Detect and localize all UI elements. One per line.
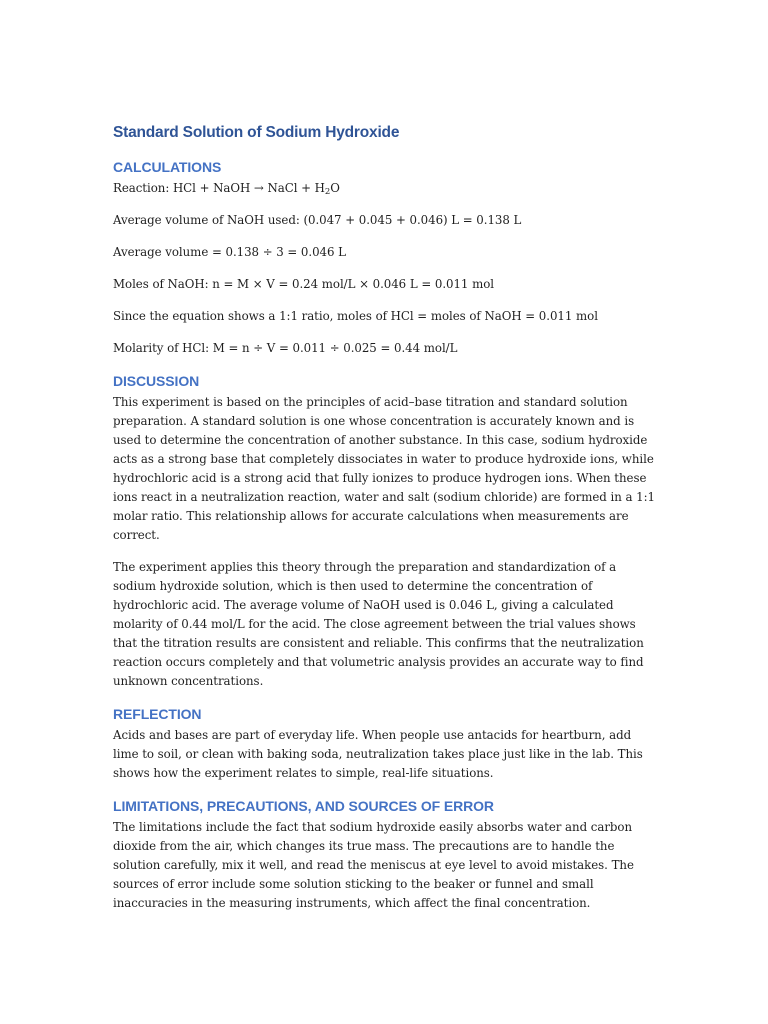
document-content [113, 124, 658, 913]
calculations-heading: CALCULATIONS [113, 159, 222, 175]
reaction-equation [113, 179, 658, 198]
discussion-paragraph-1: This experiment is based on the principles of acid–base titration and standard solution preparation. A standard solution is one whose concentration is accurately known and is used to determine the concentration of another substance. In this case, sodium hydroxide acts as a strong base that completely dissociates in water to produce hydroxide ions, while hydrochloric acid is a strong acid that fully ionizes to produce hydrogen ions. When these ions react in a neutralization reaction, water and salt (sodium chloride) are formed in a 1:1 molar ratio. This relationship allows for accurate calculations when measurements are correct. [113, 395, 655, 542]
discussion-heading: DISCUSSION [113, 373, 200, 389]
reflection-paragraph: Acids and bases are part of everyday life. When people use antacids for heartburn, add lime to soil, or clean with baking soda, neutralization takes place just like in the lab. This shows how the experiment relates to simple, real-life situations. [113, 728, 643, 780]
discussion-paragraph-2: The experiment applies this theory through the preparation and standardization of a sodium hydroxide solution, which is then used to determine the concentration of hydrochloric acid. The average volume of NaOH used is 0.046 L, giving a calculated molarity of 0.44 mol/L for the acid. The close agreement between the trial values shows that the titration results are consistent and reliable. This confirms that the neutralization reaction occurs completely and that volumetric analysis provides an accurate way to find unknown concentrations. [113, 560, 644, 688]
reaction-subscript: 2 [324, 187, 331, 197]
calc-average-volume: Average volume = 0.138 ÷ 3 = 0.046 L [113, 245, 346, 259]
calc-moles-hcl: Since the equation shows a 1:1 ratio, moles of HCl = moles of NaOH = 0.011 mol [113, 309, 598, 323]
reaction-suffix: O [330, 181, 340, 195]
calc-molarity-hcl: Molarity of HCl: M = n ÷ V = 0.011 ÷ 0.025 = 0.44 mol/L [113, 341, 458, 355]
limitations-paragraph: The limitations include the fact that sodium hydroxide easily absorbs water and carbon dioxide from the air, which changes its true mass. The precautions are to handle the solution carefully, mix it well, and read the meniscus at eye level to avoid mistakes. The sources of error include some solution sticking to the beaker or funnel and small inaccuracies in the measuring instruments, which affect the final concentration. [113, 820, 634, 910]
limitations-heading: LIMITATIONS, PRECAUTIONS, AND SOURCES OF ERROR [113, 798, 494, 814]
calc-moles-naoh: Moles of NaOH: n = M × V = 0.24 mol/L × 0.046 L = 0.011 mol [113, 277, 494, 291]
document-title: Standard Solution of Sodium Hydroxide [113, 124, 400, 141]
calc-average-volume-used: Average volume of NaOH used: (0.047 + 0.045 + 0.046) L = 0.138 L [113, 213, 522, 227]
reflection-heading: REFLECTION [113, 706, 202, 722]
reaction-prefix: Reaction: HCl + NaOH → NaCl + H [113, 181, 325, 195]
